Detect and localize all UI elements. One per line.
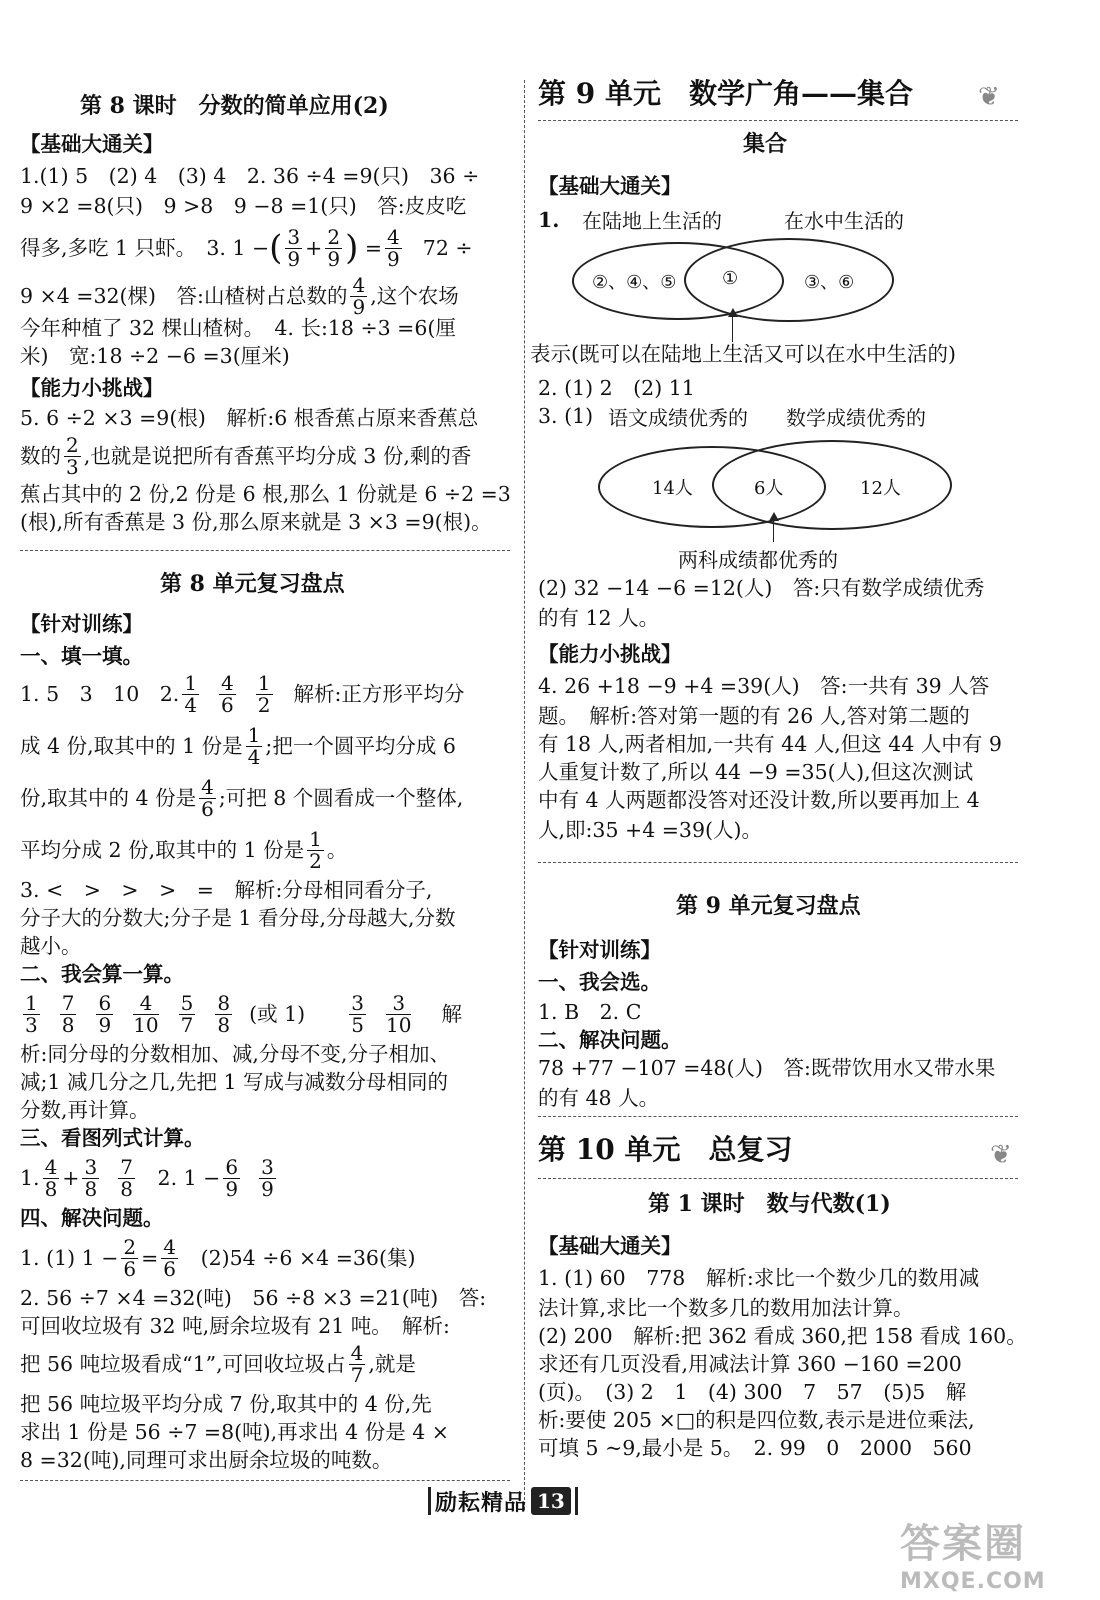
text-segment: 数的 (20, 444, 61, 468)
text-segment: 解 (428, 1002, 462, 1026)
venn1-left-label: 在陆地上生活的 (582, 209, 722, 233)
text-line: 法计算,求比一个数多几的数用加法计算。 (538, 1296, 914, 1320)
denominator: 4 (184, 692, 198, 717)
arrow-up-icon (769, 512, 779, 521)
denominator: 8 (44, 1176, 58, 1201)
text-segment: ,这个农场 (370, 284, 459, 308)
numerator: 5 (180, 990, 194, 1015)
denominator: 9 (387, 246, 400, 271)
text-segment: 72 ÷ (422, 236, 473, 260)
text-segment: ,就是 (368, 1352, 416, 1376)
text-line: 分子大的分数大;分子是 1 看分母,分母越大,分数 (20, 906, 456, 930)
text-line: 求出 1 份是 56 ÷7 =8(吨),再求出 4 份是 4 × (20, 1420, 449, 1444)
set-subtitle: 集合 (743, 131, 788, 157)
text-segment: 1. (1) 1 − (20, 1246, 119, 1270)
text-segment: + (62, 1166, 80, 1190)
venn2-right-ellipse (712, 440, 952, 530)
denominator: 9 (352, 294, 366, 319)
denominator: 8 (61, 1012, 75, 1037)
text-segment: 成 4 份,取其中的 1 份是 (20, 734, 243, 758)
text-line: (根),所有香蕉是 3 份,那么原来就是 3 ×3 =9(根)。 (20, 510, 492, 534)
question-heading: 二、解决问题。 (538, 1028, 682, 1052)
question-number: 1. (538, 208, 560, 232)
numerator: 3 (351, 990, 364, 1015)
numerator: 7 (120, 1154, 133, 1179)
venn1-center-region: ① (722, 268, 739, 289)
fraction (350, 272, 367, 319)
text-segment: = (141, 1246, 159, 1270)
denominator: 9 (225, 1176, 239, 1201)
section-divider (538, 1178, 1018, 1179)
text-line: 1.(1) 5 (2) 4 (3) 4 2. 36 ÷4 =9(只) 36 ÷ (20, 164, 480, 188)
fraction (256, 670, 273, 717)
fraction (133, 990, 159, 1037)
text-segment: ,也就是说把所有香蕉平均分成 3 份,剩的香 (83, 444, 472, 468)
venn2-center-region: 6人 (754, 478, 784, 499)
text-segment: 1. 5 3 10 2. (20, 682, 180, 706)
denominator: 6 (123, 1256, 137, 1281)
lesson8-title: 第 8 课时 分数的简单应用(2) (80, 93, 389, 119)
numerator: 4 (133, 993, 158, 1015)
numerator: 4 (44, 1154, 58, 1179)
venn1-note: 表示(既可以在陆地上生活又可以在水中生活的) (530, 342, 956, 366)
text-line: 减;1 减几分之几,先把 1 写成与减数分母相同的 (20, 1070, 449, 1094)
text-segment: 份,取其中的 4 份是 (20, 786, 197, 810)
fraction (199, 774, 216, 821)
section-divider (20, 550, 510, 551)
question-heading: 三、看图列式计算。 (20, 1126, 205, 1150)
text-line (20, 1340, 416, 1388)
text-line: 人重复计数了,所以 44 −9 =35(人),但这次测试 (538, 760, 974, 784)
unit9-title: 第 9 单元 数学广角——集合 (538, 77, 913, 110)
text-segment (319, 1000, 332, 1028)
numerator: 4 (352, 272, 366, 297)
text-segment: 2. 1 − (138, 1166, 221, 1190)
denominator: 8 (120, 1176, 133, 1201)
venn1-left-region: ②、④、⑤ (592, 272, 677, 293)
text-segment: 把 56 吨垃圾看成“1”,可回收垃圾占 (20, 1352, 346, 1376)
text-line: 2. 56 ÷7 ×4 =32(吨) 56 ÷8 ×3 =21(吨) 答: (20, 1286, 487, 1310)
section-divider (538, 1116, 1018, 1117)
venn2-left-label: 语文成绩优秀的 (608, 406, 748, 430)
venn2-bottom-label: 两科成绩都优秀的 (678, 548, 838, 572)
numerator: 3 (386, 993, 411, 1015)
decoration-icon: ❦ (990, 1140, 1012, 1170)
text-segment: 。 (326, 838, 348, 862)
text-line: 分数,再计算。 (20, 1098, 150, 1122)
fraction (23, 990, 40, 1037)
footer-bar (575, 1487, 578, 1515)
arrow-line (773, 520, 774, 542)
footer-bar (428, 1487, 431, 1515)
denominator: 8 (217, 1012, 231, 1037)
text-line: 有 18 人,两者相加,一共有 44 人,但这 44 人中有 9 (538, 732, 1002, 756)
text-line (20, 274, 459, 318)
text-line: (2) 200 解析:把 362 看成 360,把 158 看成 160。 (538, 1324, 1027, 1348)
denominator: 9 (261, 1176, 274, 1201)
text-segment: 解析:正方形平均分 (293, 682, 465, 706)
denominator: 9 (98, 1012, 112, 1037)
fraction (325, 224, 342, 271)
text-segment: 1. (20, 1166, 40, 1190)
denominator: 9 (287, 246, 301, 271)
text-line: 的有 48 人。 (538, 1086, 660, 1110)
text-line: 析:同分母的分数相加、减,分母不变,分子相加、 (20, 1042, 450, 1066)
numerator: 1 (309, 826, 322, 851)
text-segment: ;可把 8 个圆看成一个整体, (218, 786, 464, 810)
fraction (161, 1234, 178, 1281)
numerator: 1 (184, 670, 198, 695)
watermark (900, 1512, 1046, 1594)
denominator: 7 (180, 1012, 194, 1037)
section-divider (20, 1480, 510, 1481)
text-line (20, 670, 464, 718)
text-line: 9 ×2 =8(只) 9 >8 9 −8 =1(只) 答:皮皮吃 (20, 194, 467, 218)
fraction (64, 432, 81, 479)
tag-target: 【针对训练】 (20, 612, 143, 636)
numerator: 4 (221, 670, 234, 695)
denominator: 10 (133, 1012, 159, 1037)
denominator: 3 (25, 1012, 38, 1037)
tag-target: 【针对训练】 (538, 938, 661, 962)
fraction (349, 1340, 366, 1387)
fraction (82, 1154, 99, 1201)
text-segment: (2)54 ÷6 ×4 =36(集) (181, 1246, 416, 1270)
question-heading: 一、我会选。 (538, 970, 661, 994)
fraction (182, 670, 199, 717)
unit9-review-title: 第 9 单元复习盘点 (676, 893, 861, 919)
question-number: 3. (1) (538, 404, 594, 428)
fraction (349, 990, 366, 1037)
denominator: 6 (221, 692, 234, 717)
text-segment: (或 1) (249, 1002, 306, 1026)
text-segment (243, 1164, 256, 1192)
fraction (223, 1154, 240, 1201)
numerator: 1 (25, 990, 38, 1015)
unit8-review-title: 第 8 单元复习盘点 (160, 571, 345, 597)
fraction (43, 1154, 60, 1201)
tag-ability: 【能力小挑战】 (20, 376, 164, 400)
text-line: 可填 5 ~9,最小是 5。 2. 99 0 2000 560 (538, 1436, 972, 1460)
venn2-left-region: 14人 (652, 478, 693, 499)
text-segment: 得多,多吃 1 只虾。 3. 1 − (20, 236, 270, 260)
arrow-up-icon (728, 308, 738, 317)
numerator: 1 (257, 670, 271, 695)
text-line: (2) 32 −14 −6 =12(人) 答:只有数学成绩优秀 (538, 576, 985, 600)
denominator: 4 (247, 744, 261, 769)
numerator: 4 (201, 774, 214, 799)
fraction (259, 1154, 276, 1201)
fraction (179, 990, 196, 1037)
lesson1-title: 第 1 课时 数与代数(1) (648, 1191, 891, 1217)
tag-ability: 【能力小挑战】 (538, 642, 682, 666)
watermark-url: MXQE.COM (900, 1569, 1046, 1594)
denominator: 7 (350, 1362, 364, 1387)
text-line: 的有 12 人。 (538, 606, 660, 630)
text-line: 析:要使 205 ×□的积是四位数,表示是进位乘法, (538, 1408, 975, 1432)
fraction (285, 224, 302, 271)
text-line: 今年种植了 32 棵山楂树。 4. 长:18 ÷3 =6(厘 (20, 316, 456, 340)
text-line (20, 826, 347, 874)
text-line: 求还有几页没看,用减法计算 360 −160 =200 (538, 1352, 962, 1376)
fraction (121, 1234, 138, 1281)
denominator: 2 (257, 692, 271, 717)
question-heading: 一、填一填。 (20, 644, 143, 668)
text-segment: ;把一个圆平均分成 6 (265, 734, 456, 758)
venn2-right-region: 12人 (860, 478, 901, 499)
tag-basic: 【基础大通关】 (20, 132, 164, 156)
fraction (385, 224, 402, 271)
text-line: 中有 4 人两题都没答对还没计数,所以要再加上 4 (538, 788, 980, 812)
text-line: 2. (1) 2 (2) 11 (538, 376, 695, 400)
tag-basic: 【基础大通关】 (538, 1234, 682, 1258)
numerator: 2 (66, 432, 79, 457)
tag-basic: 【基础大通关】 (538, 174, 682, 198)
text-segment: 9 ×4 =32(棵) 答:山楂树占总数的 (20, 284, 348, 308)
text-line: 4. 26 +18 −9 +4 =39(人) 答:一共有 39 人答 (538, 674, 990, 698)
venn1-right-ellipse (684, 238, 894, 322)
text-line: 人,即:35 +4 =39(人)。 (538, 818, 763, 842)
numerator: 8 (217, 990, 231, 1015)
text-line: 越小。 (20, 934, 82, 958)
denominator: 6 (163, 1256, 177, 1281)
column-divider (524, 80, 525, 1510)
decoration-icon: ❦ (978, 82, 1000, 112)
denominator: 2 (309, 848, 322, 873)
section-divider (538, 120, 1018, 121)
section-divider (538, 862, 1018, 863)
text-line (20, 774, 463, 822)
text-segment (102, 1164, 115, 1192)
denominator: 9 (327, 246, 341, 271)
denominator: 10 (385, 1012, 412, 1037)
venn2-right-label: 数学成绩优秀的 (786, 406, 926, 430)
numerator: 2 (123, 1234, 137, 1259)
venn1-right-region: ③、⑥ (804, 272, 855, 293)
text-line (20, 434, 471, 478)
text-line: 蕉占其中的 2 份,2 份是 6 根,那么 1 份就是 6 ÷2 =3 (20, 482, 511, 506)
numerator: 6 (225, 1154, 239, 1179)
numerator: 2 (327, 224, 341, 249)
text-line: 可回收垃圾有 32 吨,厨余垃圾有 21 吨。 解析: (20, 1314, 450, 1338)
text-line: 5. 6 ÷2 ×3 =9(根) 解析:6 根香蕉占原来香蕉总 (20, 406, 479, 430)
text-line: 题。 解析:答对第一题的有 26 人,答对第二题的 (538, 704, 970, 728)
text-line (20, 722, 456, 770)
page-footer (428, 1484, 578, 1518)
numerator: 4 (350, 1340, 364, 1365)
numerator: 3 (84, 1154, 98, 1179)
calc-answers-row (20, 990, 462, 1038)
fraction (246, 722, 263, 769)
denominator: 5 (351, 1012, 364, 1037)
text-line: 把 56 吨垃圾平均分成 7 份,取其中的 4 份,先 (20, 1392, 432, 1416)
text-line: (页)。 (3) 2 1 (4) 300 7 57 (5)5 解 (538, 1380, 967, 1404)
text-line: 得多,多吃 1 只虾。 3. 1 − ( $\frac{3}{9}$ + $\frac{2}{9}$ ) = $\frac{4}{9}$ 72 ÷ (20, 224, 473, 271)
numerator: 4 (387, 224, 400, 249)
question-heading: 四、解决问题。 (20, 1206, 164, 1230)
question-heading: 二、我会算一算。 (20, 962, 184, 986)
fraction (385, 990, 412, 1037)
text-line: 米) 宽:18 ÷2 −6 =3(厘米) (20, 344, 290, 368)
venn1-right-label: 在水中生活的 (784, 209, 904, 233)
fraction (118, 1154, 135, 1201)
text-line (20, 1234, 415, 1282)
numerator: 1 (247, 722, 261, 747)
fraction (96, 990, 113, 1037)
arrow-line (732, 316, 733, 342)
text-line: 1. (1) 60 778 解析:求比一个数少几的数用减 (538, 1266, 980, 1290)
text-line: 8 =32(吨),同理可求出厨余垃圾的吨数。 (20, 1448, 393, 1472)
page-number: 13 (531, 1487, 571, 1515)
denominator: 3 (66, 454, 79, 479)
numerator: 3 (287, 224, 301, 249)
text-segment: 平均分成 2 份,取其中的 1 份是 (20, 838, 305, 862)
text-line: 3. < > > > = 解析:分母相同看分子, (20, 878, 433, 902)
text-line: 1. B 2. C (538, 1000, 642, 1024)
numerator: 4 (163, 1234, 177, 1259)
picture-calc-row (20, 1154, 279, 1202)
numerator: 7 (61, 990, 75, 1015)
fraction (60, 990, 77, 1037)
unit10-title: 第 10 单元 总复习 (538, 1133, 793, 1166)
watermark-text: 答案圈 (900, 1521, 1026, 1567)
fraction (215, 990, 232, 1037)
denominator: 6 (201, 796, 214, 821)
numerator: 3 (261, 1154, 274, 1179)
numerator: 6 (98, 990, 112, 1015)
brand-name: 励耘精品 (435, 1489, 528, 1516)
text-line: 78 +77 −107 =48(人) 答:既带饮用水又带水果 (538, 1056, 996, 1080)
fraction (219, 670, 236, 717)
denominator: 8 (84, 1176, 98, 1201)
fraction (307, 826, 324, 873)
